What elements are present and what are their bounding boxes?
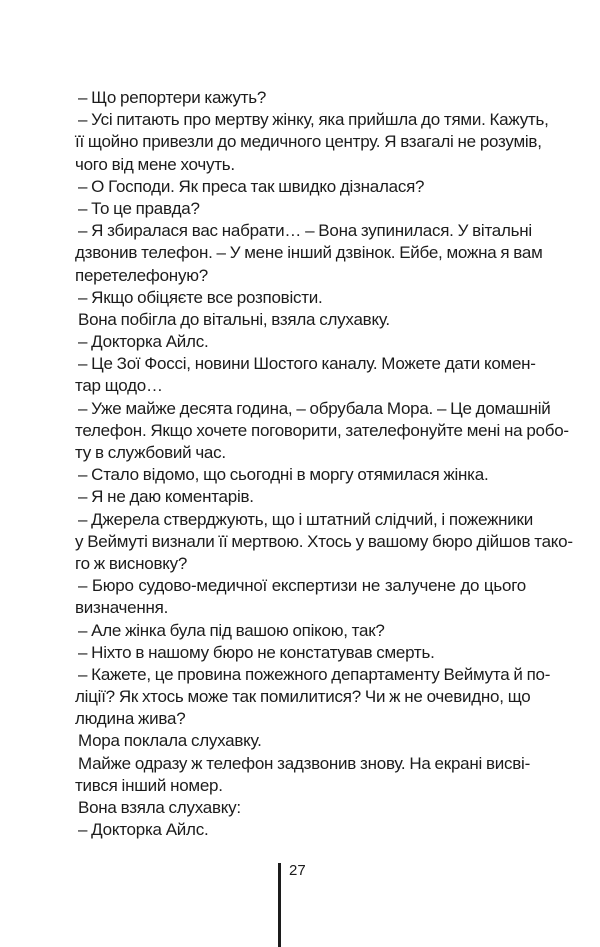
text-line: Вона взяла слухавку: [78,798,241,817]
text-line: її щойно привезли до медичного центру. Я взагалі не розумів, [75,132,542,152]
text-line: – О Господи. Як преса так швидко дізналася? [78,176,425,196]
text-line: Мора поклала слухавку. [78,731,262,751]
text-line: го ж висновку? [75,553,188,573]
text-line: – Стало відомо, що сьогодні в моргу отямилася жінка. [78,465,489,485]
text-line: – Я не даю коментарів. [78,487,254,507]
text-line: людина жива? [75,709,186,729]
text-line: – Джерела стверджують, що і штатний слідчий, і пожежники [78,509,533,529]
text-line: телефон. Якщо хочете поговорити, зателефонуйте мені на робо- [75,420,569,440]
text-line: визначення. [75,598,169,618]
text-line: у Веймуті визнали її мертвою. Хтось у вашому бюро дійшов тако- [75,531,573,551]
text-line: – Ніхто в нашому бюро не констатував смерть. [78,642,435,662]
text-line: ліції? Як хтось може так помилитися? Чи ж не очевидно, що [75,687,531,707]
body-text [75,87,573,841]
footer-rule [278,863,281,947]
text-line: тар щодо… [75,376,163,396]
text-line: – Докторка Айлс. [78,820,209,840]
text-line: – Уже майже десята година, – обрубала Мора. – Це домашній [78,398,551,418]
text-line: – Усі питають про мертву жінку, яка прийшла до тями. Кажуть, [78,110,549,130]
text-line: – Але жінка була під вашою опікою, так? [78,620,385,640]
text-line: – Бюро судово-медичної експертизи не залучене до цього [78,576,526,596]
text-line: Вона побігла до вітальні, взяла слухавку. [78,309,390,329]
page-number: 27 [289,862,306,879]
text-line: – Докторка Айлс. [78,332,209,352]
text-line: – Це Зої Фоссі, новини Шостого каналу. Можете дати комен- [78,354,536,374]
text-line: чого від мене хочуть. [75,154,235,174]
text-line: дзвонив телефон. – У мене інший дзвінок. Ейбе, можна я вам [75,243,543,263]
text-line: – Кажете, це провина пожежного департаменту Веймута й по- [78,664,551,684]
text-line: перетелефоную? [75,265,208,285]
text-line: Майже одразу ж телефон задзвонив знову. На екрані висві- [78,753,530,773]
text-line: – То це правда? [78,198,200,218]
text-line: – Що репортери кажуть? [78,88,267,107]
text-line: ту в службовий час. [75,443,226,462]
text-line: – Я збиралася вас набрати… – Вона зупинилася. У вітальні [78,221,532,241]
text-line: тився інший номер. [75,775,223,795]
text-line: – Якщо обіцяєте все розповісти. [78,287,323,307]
